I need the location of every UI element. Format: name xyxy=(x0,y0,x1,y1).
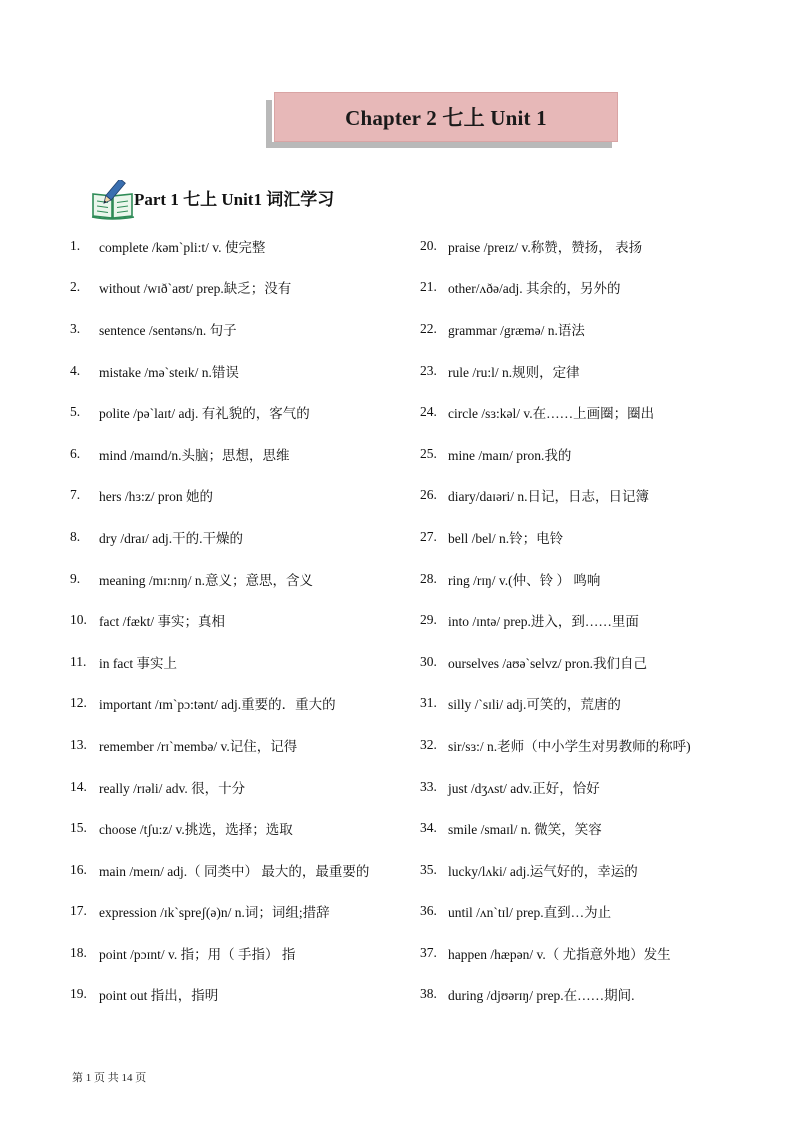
vocab-entry: expression /ɪk`spreʃ(ə)n/ n.词；词组;措辞 xyxy=(99,905,330,921)
vocab-item xyxy=(70,891,410,933)
vocab-entry: ring /rɪŋ/ v.(仲、铃 ） 鸣响 xyxy=(448,572,601,588)
vocab-item xyxy=(70,974,410,1016)
vocab-entry: ourselves /aʊə`selvz/ pron.我们自己 xyxy=(448,655,647,671)
vocab-item xyxy=(420,766,760,808)
vocab-entry: important /ɪm`pɔ:tənt/ adj.重要的．重大的 xyxy=(99,697,336,713)
vocab-item xyxy=(70,308,410,350)
vocab-number: 24. xyxy=(420,404,437,420)
vocab-item xyxy=(70,391,410,433)
vocab-entry: hers /hɜ:z/ pron 她的 xyxy=(99,489,214,505)
vocab-number: 33. xyxy=(420,778,437,794)
vocab-item xyxy=(420,391,760,433)
vocab-item xyxy=(420,932,760,974)
vocab-item xyxy=(70,683,410,725)
vocab-entry: rule /ru:l/ n.规则，定律 xyxy=(448,364,580,380)
vocab-entry: silly /`sɪli/ adj.可笑的，荒唐的 xyxy=(448,697,621,713)
part-heading xyxy=(90,180,334,220)
vocab-entry: complete /kəm`pli:t/ v. 使完整 xyxy=(99,239,266,255)
vocab-entry: into /ɪntə/ prep.进入，到……里面 xyxy=(448,614,639,630)
vocab-number: 13. xyxy=(70,736,87,752)
vocab-item xyxy=(420,807,760,849)
vocab-entry: smile /smaɪl/ n. 微笑，笑容 xyxy=(448,822,602,838)
vocab-entry: dry /draɪ/ adj.干的.干燥的 xyxy=(99,530,243,546)
vocab-number: 20. xyxy=(420,237,437,253)
vocab-item xyxy=(420,350,760,392)
vocab-list-right xyxy=(420,225,760,1015)
vocab-number: 4. xyxy=(70,362,81,378)
vocab-number: 29. xyxy=(420,612,437,628)
vocab-entry: other/ʌðə/adj. 其余的，另外的 xyxy=(448,281,621,297)
vocab-number: 32. xyxy=(420,736,437,752)
vocab-list-left xyxy=(70,225,410,1015)
vocab-number: 12. xyxy=(70,695,87,711)
vocab-item xyxy=(70,267,410,309)
vocab-entry: happen /hæpən/ v.（ 尤指意外地）发生 xyxy=(448,946,671,962)
vocab-item xyxy=(420,849,760,891)
vocab-entry: really /rɪəli/ adv. 很，十分 xyxy=(99,780,246,796)
vocab-item xyxy=(420,433,760,475)
vocab-number: 17. xyxy=(70,903,87,919)
vocab-entry: until /ʌn`tɪl/ prep.直到…为止 xyxy=(448,905,612,921)
vocab-entry: mine /maɪn/ pron.我的 xyxy=(448,447,572,463)
vocab-number: 38. xyxy=(420,986,437,1002)
vocab-item xyxy=(70,932,410,974)
vocab-number: 16. xyxy=(70,861,87,877)
vocab-number: 1. xyxy=(70,237,81,253)
page-footer: 第 1 页 共 14 页 xyxy=(72,1072,147,1084)
vocab-item xyxy=(420,724,760,766)
vocab-entry: point /pɔɪnt/ v. 指；用（ 手指） 指 xyxy=(99,946,296,962)
vocab-item xyxy=(420,641,760,683)
vocab-item xyxy=(70,807,410,849)
vocab-entry: polite /pə`laɪt/ adj. 有礼貌的，客气的 xyxy=(99,406,310,422)
vocab-number: 37. xyxy=(420,944,437,960)
vocab-item xyxy=(420,558,760,600)
book-pencil-icon xyxy=(90,180,136,220)
vocab-entry: choose /tʃu:z/ v.挑选，选择；选取 xyxy=(99,822,293,838)
vocab-number: 21. xyxy=(420,279,437,295)
vocab-number: 26. xyxy=(420,487,437,503)
vocab-item xyxy=(420,225,760,267)
vocab-number: 5. xyxy=(70,404,81,420)
vocab-number: 2. xyxy=(70,279,81,295)
vocab-number: 27. xyxy=(420,528,437,544)
vocab-entry: bell /bel/ n.铃；电铃 xyxy=(448,530,564,546)
vocab-number: 9. xyxy=(70,570,81,586)
vocab-number: 31. xyxy=(420,695,437,711)
vocab-entry: mind /maɪnd/n.头脑；思想，思维 xyxy=(99,447,290,463)
chapter-banner-box xyxy=(274,92,618,142)
vocab-entry: remember /rɪ`membə/ v.记住，记得 xyxy=(99,738,298,754)
vocab-item xyxy=(420,599,760,641)
vocab-number: 36. xyxy=(420,903,437,919)
vocab-number: 30. xyxy=(420,653,437,669)
banner-shadow-left xyxy=(266,100,272,148)
vocab-number: 28. xyxy=(420,570,437,586)
part-title: Part 1 七上 Unit1 词汇学习 xyxy=(134,189,335,209)
vocab-number: 7. xyxy=(70,487,81,503)
vocab-item xyxy=(70,724,410,766)
vocab-item xyxy=(70,641,410,683)
vocab-item xyxy=(70,475,410,517)
vocab-number: 19. xyxy=(70,986,87,1002)
vocab-item xyxy=(420,267,760,309)
vocab-item xyxy=(420,683,760,725)
vocab-entry: sir/sɜ:/ n.老师（中小学生对男教师的称呼) xyxy=(448,738,691,754)
vocab-item xyxy=(70,849,410,891)
vocab-item xyxy=(420,516,760,558)
vocab-number: 22. xyxy=(420,320,437,336)
vocab-item xyxy=(70,433,410,475)
vocab-item xyxy=(70,599,410,641)
vocab-entry: mistake /mə`steɪk/ n.错误 xyxy=(99,364,239,380)
chapter-title: Chapter 2 七上 Unit 1 xyxy=(345,106,547,130)
vocab-item xyxy=(420,308,760,350)
vocab-number: 11. xyxy=(70,653,87,669)
vocab-entry: meaning /mɪ:nɪŋ/ n.意义；意思，含义 xyxy=(99,572,314,588)
vocab-item xyxy=(420,475,760,517)
vocab-item xyxy=(70,516,410,558)
banner-shadow-bottom xyxy=(266,142,612,148)
vocab-entry: circle /sɜ:kəl/ v.在……上画圈；圈出 xyxy=(448,406,655,422)
vocab-entry: just /dʒʌst/ adv.正好，恰好 xyxy=(448,780,600,796)
vocab-number: 35. xyxy=(420,861,437,877)
vocab-entry: main /meɪn/ adj.（ 同类中） 最大的，最重要的 xyxy=(99,863,370,879)
vocab-number: 18. xyxy=(70,944,87,960)
vocab-entry: sentence /sentəns/n. 句子 xyxy=(99,322,237,338)
vocab-item xyxy=(420,974,760,1016)
vocab-item xyxy=(420,891,760,933)
vocab-entry: without /wɪð`aʊt/ prep.缺乏；没有 xyxy=(99,281,292,297)
vocab-number: 8. xyxy=(70,528,81,544)
vocab-entry: fact /fækt/ 事实；真相 xyxy=(99,614,225,630)
vocab-number: 34. xyxy=(420,820,437,836)
chapter-banner xyxy=(266,92,618,148)
vocab-number: 23. xyxy=(420,362,437,378)
vocab-entry: point out 指出，指明 xyxy=(99,988,219,1004)
vocab-entry: lucky/lʌki/ adj.运气好的，幸运的 xyxy=(448,863,638,879)
vocab-entry: praise /preɪz/ v.称赞，赞扬， 表扬 xyxy=(448,239,643,255)
vocab-number: 6. xyxy=(70,445,81,461)
vocab-number: 14. xyxy=(70,778,87,794)
vocab-entry: diary/daɪəri/ n.日记，日志，日记簿 xyxy=(448,489,649,505)
vocab-number: 10. xyxy=(70,612,87,628)
vocab-number: 3. xyxy=(70,320,81,336)
vocab-item xyxy=(70,225,410,267)
vocab-item xyxy=(70,766,410,808)
vocab-number: 15. xyxy=(70,820,87,836)
vocab-entry: in fact 事实上 xyxy=(99,655,177,671)
vocab-entry: grammar /græmə/ n.语法 xyxy=(448,322,585,338)
vocab-item xyxy=(70,350,410,392)
vocab-entry: during /djʊərɪŋ/ prep.在……期间. xyxy=(448,988,635,1004)
vocab-item xyxy=(70,558,410,600)
vocab-number: 25. xyxy=(420,445,437,461)
